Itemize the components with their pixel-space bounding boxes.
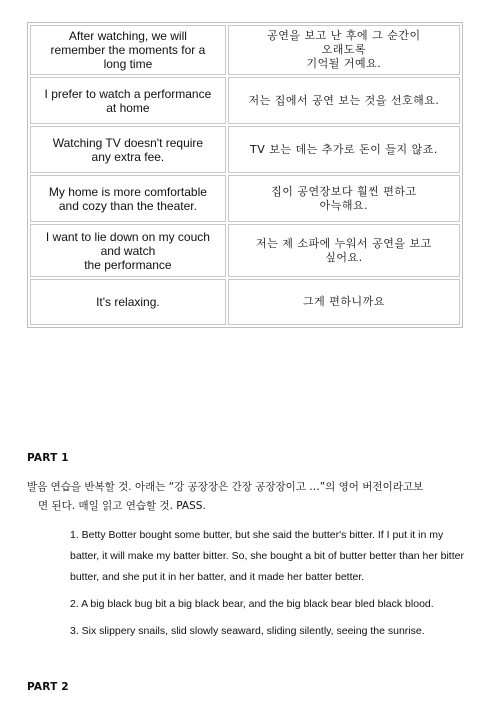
korean-cell: 그게 편하니까요 <box>228 279 460 325</box>
korean-cell: 공연을 보고 난 후에 그 순간이 오래도록 기억될 거예요. <box>228 25 460 75</box>
table-row <box>30 224 460 277</box>
korean-cell: 저는 집에서 공연 보는 것을 선호해요. <box>228 77 460 124</box>
korean-cell: TV 보는 데는 추가로 돈이 들지 않죠. <box>228 126 460 173</box>
phrase-translation-table <box>27 22 463 328</box>
english-cell: Watching TV doesn't require any extra fee. <box>30 126 226 173</box>
part2-heading: PART 2 <box>27 681 69 693</box>
instruction-line: 면 된다. 매일 읽고 연습할 것. PASS. <box>38 500 206 512</box>
part1-instruction <box>27 478 467 516</box>
korean-cell: 저는 제 소파에 누워서 공연을 보고 싶어요. <box>228 224 460 277</box>
korean-cell: 집이 공연장보다 훨씬 편하고 아늑해요. <box>228 175 460 222</box>
list-item: 3. Six slippery snails, slid slowly seaward, sliding silently, seeing the sunrise. <box>70 625 425 637</box>
english-cell: I want to lie down on my couch and watch the performance <box>30 224 226 277</box>
part1-heading: PART 1 <box>27 452 69 464</box>
table-row <box>30 77 460 124</box>
list-item: 2. A big black bug bit a big black bear, and the big black bear bled black blood. <box>70 598 434 610</box>
english-cell: It's relaxing. <box>30 279 226 325</box>
english-cell: I prefer to watch a performance at home <box>30 77 226 124</box>
instruction-line: 발음 연습을 반복할 것. 아래는 “강 공장장은 간장 공장장이고 …”의 영어 버전이라고보 <box>27 481 424 493</box>
list-item: 1. Betty Botter bought some butter, but she said the butter's bitter. If I put it in my batter, it will make my batter bitter. So, she bought a bit of butter better than her bitter butter, and she put it in her batter, and it made her batter better. <box>70 529 464 583</box>
english-cell: After watching, we will remember the moments for a long time <box>30 25 226 75</box>
tongue-twister-list <box>70 525 466 648</box>
table-row <box>30 25 460 75</box>
english-cell: My home is more comfortable and cozy than the theater. <box>30 175 226 222</box>
table-row <box>30 279 460 325</box>
table-row <box>30 126 460 173</box>
table-row <box>30 175 460 222</box>
